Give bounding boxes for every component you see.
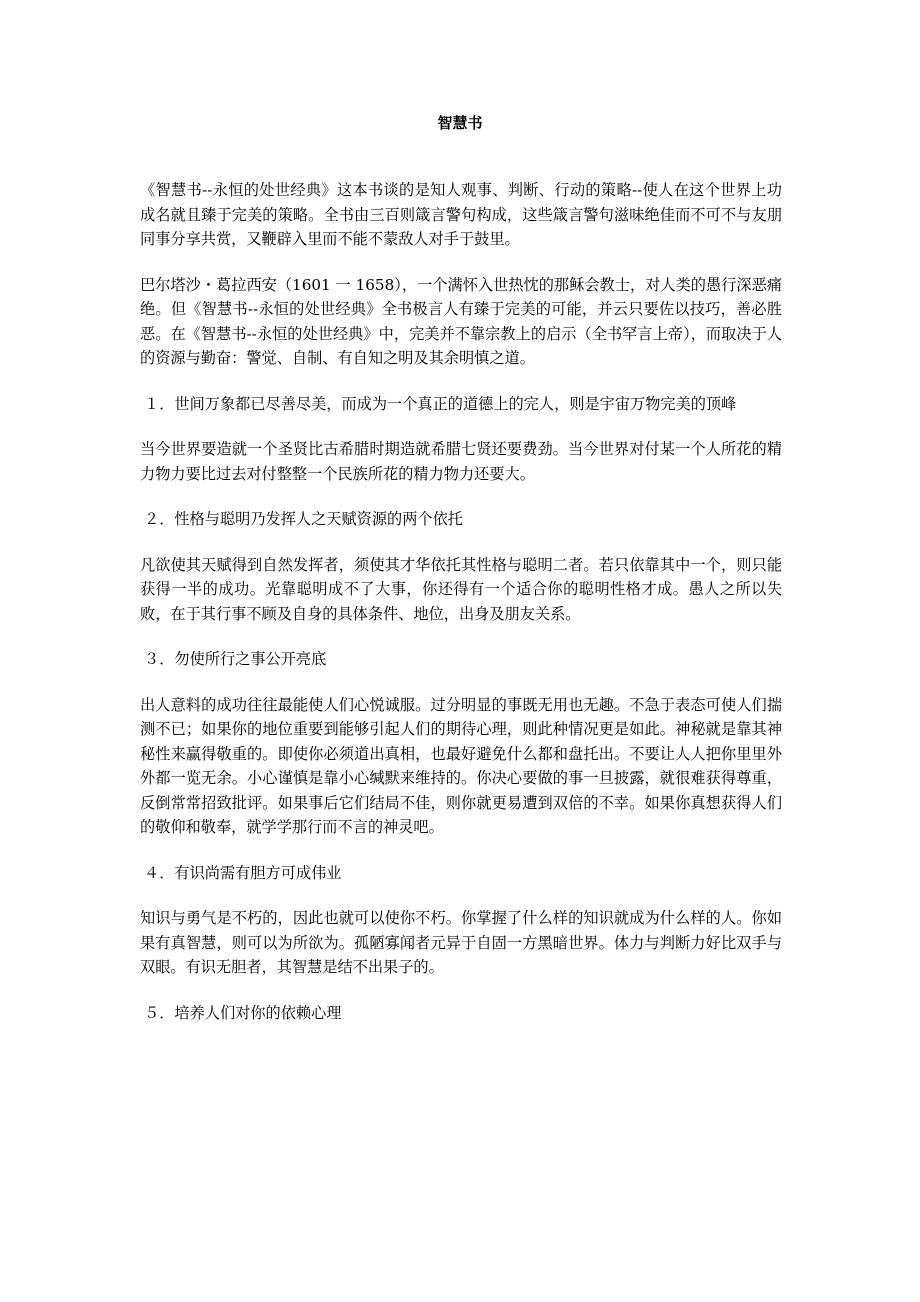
maxim-heading-1: １．世间万象都已尽善尽美，而成为一个真正的道德上的完人，则是宇宙万物完美的顶峰 — [144, 394, 737, 413]
document-body — [140, 178, 782, 1046]
document-title: 智慧书 — [437, 114, 483, 132]
intro-paragraph: 《智慧书--永恒的处世经典》这本书谈的是知人观事、判断、行动的策略--使人在这个世界上功成名就且臻于完美的策略。全书由三百则箴言警句构成，这些箴言警句滋味绝佳而不可不与友朋同事分享共赏，又鞭辟入里而不能不蒙敌人对手于鼓里。 — [140, 181, 782, 248]
maxim-heading-5: ５．培养人们对你的依赖心理 — [144, 1003, 342, 1022]
maxim-body-3: 出人意料的成功往往最能使人们心悦诚服。过分明显的事既无用也无趣。不急于表态可使人们揣测不已；如果你的地位重要到能够引起人们的期待心理，则此种情况更是如此。神秘就是靠其神秘性来赢得敬重的。即使你必须道出真相，也最好避免什么都和盘托出。不要让人人把你里里外外都一览无余。小心谨慎是靠小心缄默来维持的。你决心要做的事一旦披露，就很难获得尊重，反倒常常招致批评。如果事后它们结局不佳，则你就更易遭到双倍的不幸。如果你真想获得人们的敬仰和敬奉，就学学那行而不言的神灵吧。 — [140, 695, 782, 836]
author-paragraph: 巴尔塔沙・葛拉西安（1601 一 1658），一个满怀入世热忱的那稣会教士，对人类的愚行深恶痛绝。但《智慧书--永恒的处世经典》全书极言人有臻于完美的可能，并云只要佐以技巧，善必胜恶。在《智慧书--永恒的处世经典》中，完美并不靠宗教上的启示（全书罕言上帝），而取决于人的资源与勤奋：警觉、自制、有自知之明及其余明慎之道。 — [140, 275, 782, 367]
maxim-body-1: 当今世界要造就一个圣贤比古希腊时期造就希腊七贤还要费劲。当今世界对付某一个人所花的精力物力要比过去对付整整一个民族所花的精力物力还要大。 — [140, 440, 782, 483]
maxim-body-2: 凡欲使其天赋得到自然发挥者，须使其才华依托其性格与聪明二者。若只依靠其中一个，则只能获得一半的成功。光靠聪明成不了大事，你还得有一个适合你的聪明性格才成。愚人之所以失败，在于其行事不顾及自身的具体条件、地位，出身及朋友关系。 — [140, 555, 782, 623]
maxim-heading-3: ３．勿使所行之事公开亮底 — [144, 650, 327, 668]
maxim-body-4: 知识与勇气是不朽的，因此也就可以使你不朽。你掌握了什么样的知识就成为什么样的人。你如果有真智慧，则可以为所欲为。孤陋寡闻者元异于自固一方黑暗世界。体力与判断力好比双手与双眼。有识无胆者，其智慧是结不出果子的。 — [140, 909, 782, 976]
maxim-heading-2: ２．性格与聪明乃发挥人之天赋资源的两个依托 — [144, 510, 463, 528]
maxim-heading-4: ４．有识尚需有胆方可成伟业 — [144, 863, 342, 882]
